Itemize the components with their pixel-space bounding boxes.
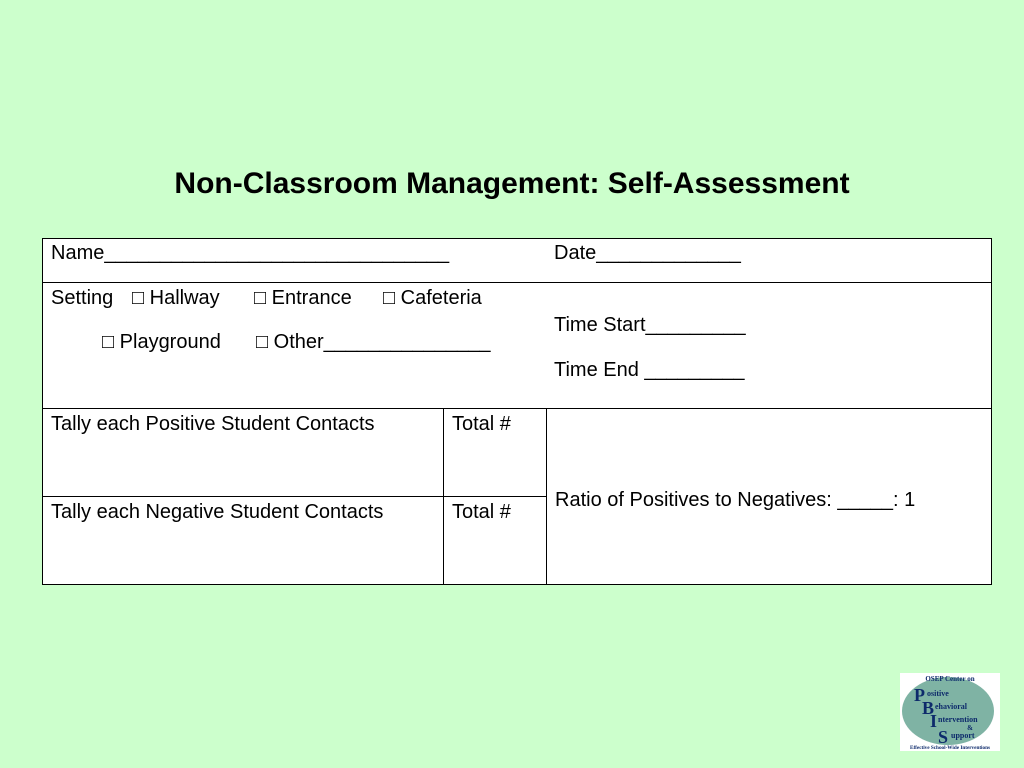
- positive-tally-cell[interactable]: [43, 409, 444, 497]
- setting-time-cell: [43, 283, 992, 409]
- negative-tally-cell[interactable]: [43, 497, 444, 585]
- time-start-field[interactable]: Time Start_________: [554, 314, 746, 336]
- setting-option-other[interactable]: [256, 330, 491, 354]
- positive-total-label: Total #: [452, 413, 511, 435]
- logo-line-intervention: ntervention: [938, 715, 978, 724]
- pbis-logo-graphic: [900, 673, 1000, 751]
- checkbox-icon[interactable]: □: [254, 287, 267, 309]
- setting-option-label: Cafeteria: [400, 287, 482, 309]
- setting-option-label: Other_______________: [273, 331, 491, 353]
- ratio-cell[interactable]: [547, 409, 992, 585]
- logo-letter-p: P: [914, 685, 925, 705]
- negative-total-label: Total #: [452, 501, 511, 523]
- page-title: Non-Classroom Management: Self-Assessment: [174, 167, 850, 200]
- pbis-logo: [900, 673, 1000, 751]
- setting-option-playground[interactable]: [102, 330, 221, 354]
- logo-letter-i: I: [930, 711, 938, 731]
- positive-row: [43, 409, 992, 497]
- logo-line-behavioral: ehavioral: [935, 702, 967, 711]
- name-date-cell: [43, 239, 992, 283]
- name-date-row: [43, 239, 992, 283]
- setting-option-cafeteria[interactable]: [383, 286, 482, 310]
- setting-option-label: Playground: [119, 331, 221, 353]
- setting-label: Setting: [51, 287, 114, 309]
- setting-option-label: Entrance: [271, 287, 352, 309]
- negative-tally-label: Tally each Negative Student Contacts: [51, 501, 384, 523]
- time-end-field[interactable]: Time End _________: [554, 359, 745, 381]
- name-field[interactable]: Name_______________________________: [51, 242, 450, 264]
- checkbox-icon[interactable]: □: [383, 287, 396, 309]
- checkbox-icon[interactable]: □: [256, 331, 269, 353]
- checkbox-icon[interactable]: □: [132, 287, 145, 309]
- logo-tagline: Effective School-Wide Interventions: [909, 745, 991, 751]
- self-assessment-form: [42, 238, 992, 585]
- ratio-label: Ratio of Positives to Negatives: _____: 1: [555, 489, 916, 511]
- positive-tally-label: Tally each Positive Student Contacts: [51, 413, 375, 435]
- setting-option-label: Hallway: [149, 287, 220, 309]
- positive-total-cell[interactable]: [444, 409, 547, 497]
- logo-letter-s: S: [938, 727, 949, 747]
- logo-line-ampersand: &: [967, 724, 973, 732]
- setting-time-row: [43, 283, 992, 409]
- logo-letter-b: B: [922, 698, 935, 718]
- date-field[interactable]: Date_____________: [554, 242, 741, 264]
- logo-line-positive: ositive: [927, 689, 949, 698]
- checkbox-icon[interactable]: □: [102, 331, 115, 353]
- setting-option-hallway[interactable]: [132, 286, 220, 310]
- logo-top-text: OSEP Center on: [925, 675, 975, 683]
- negative-total-cell[interactable]: [444, 497, 547, 585]
- logo-line-support: upport: [951, 731, 975, 740]
- setting-option-entrance[interactable]: [254, 286, 352, 310]
